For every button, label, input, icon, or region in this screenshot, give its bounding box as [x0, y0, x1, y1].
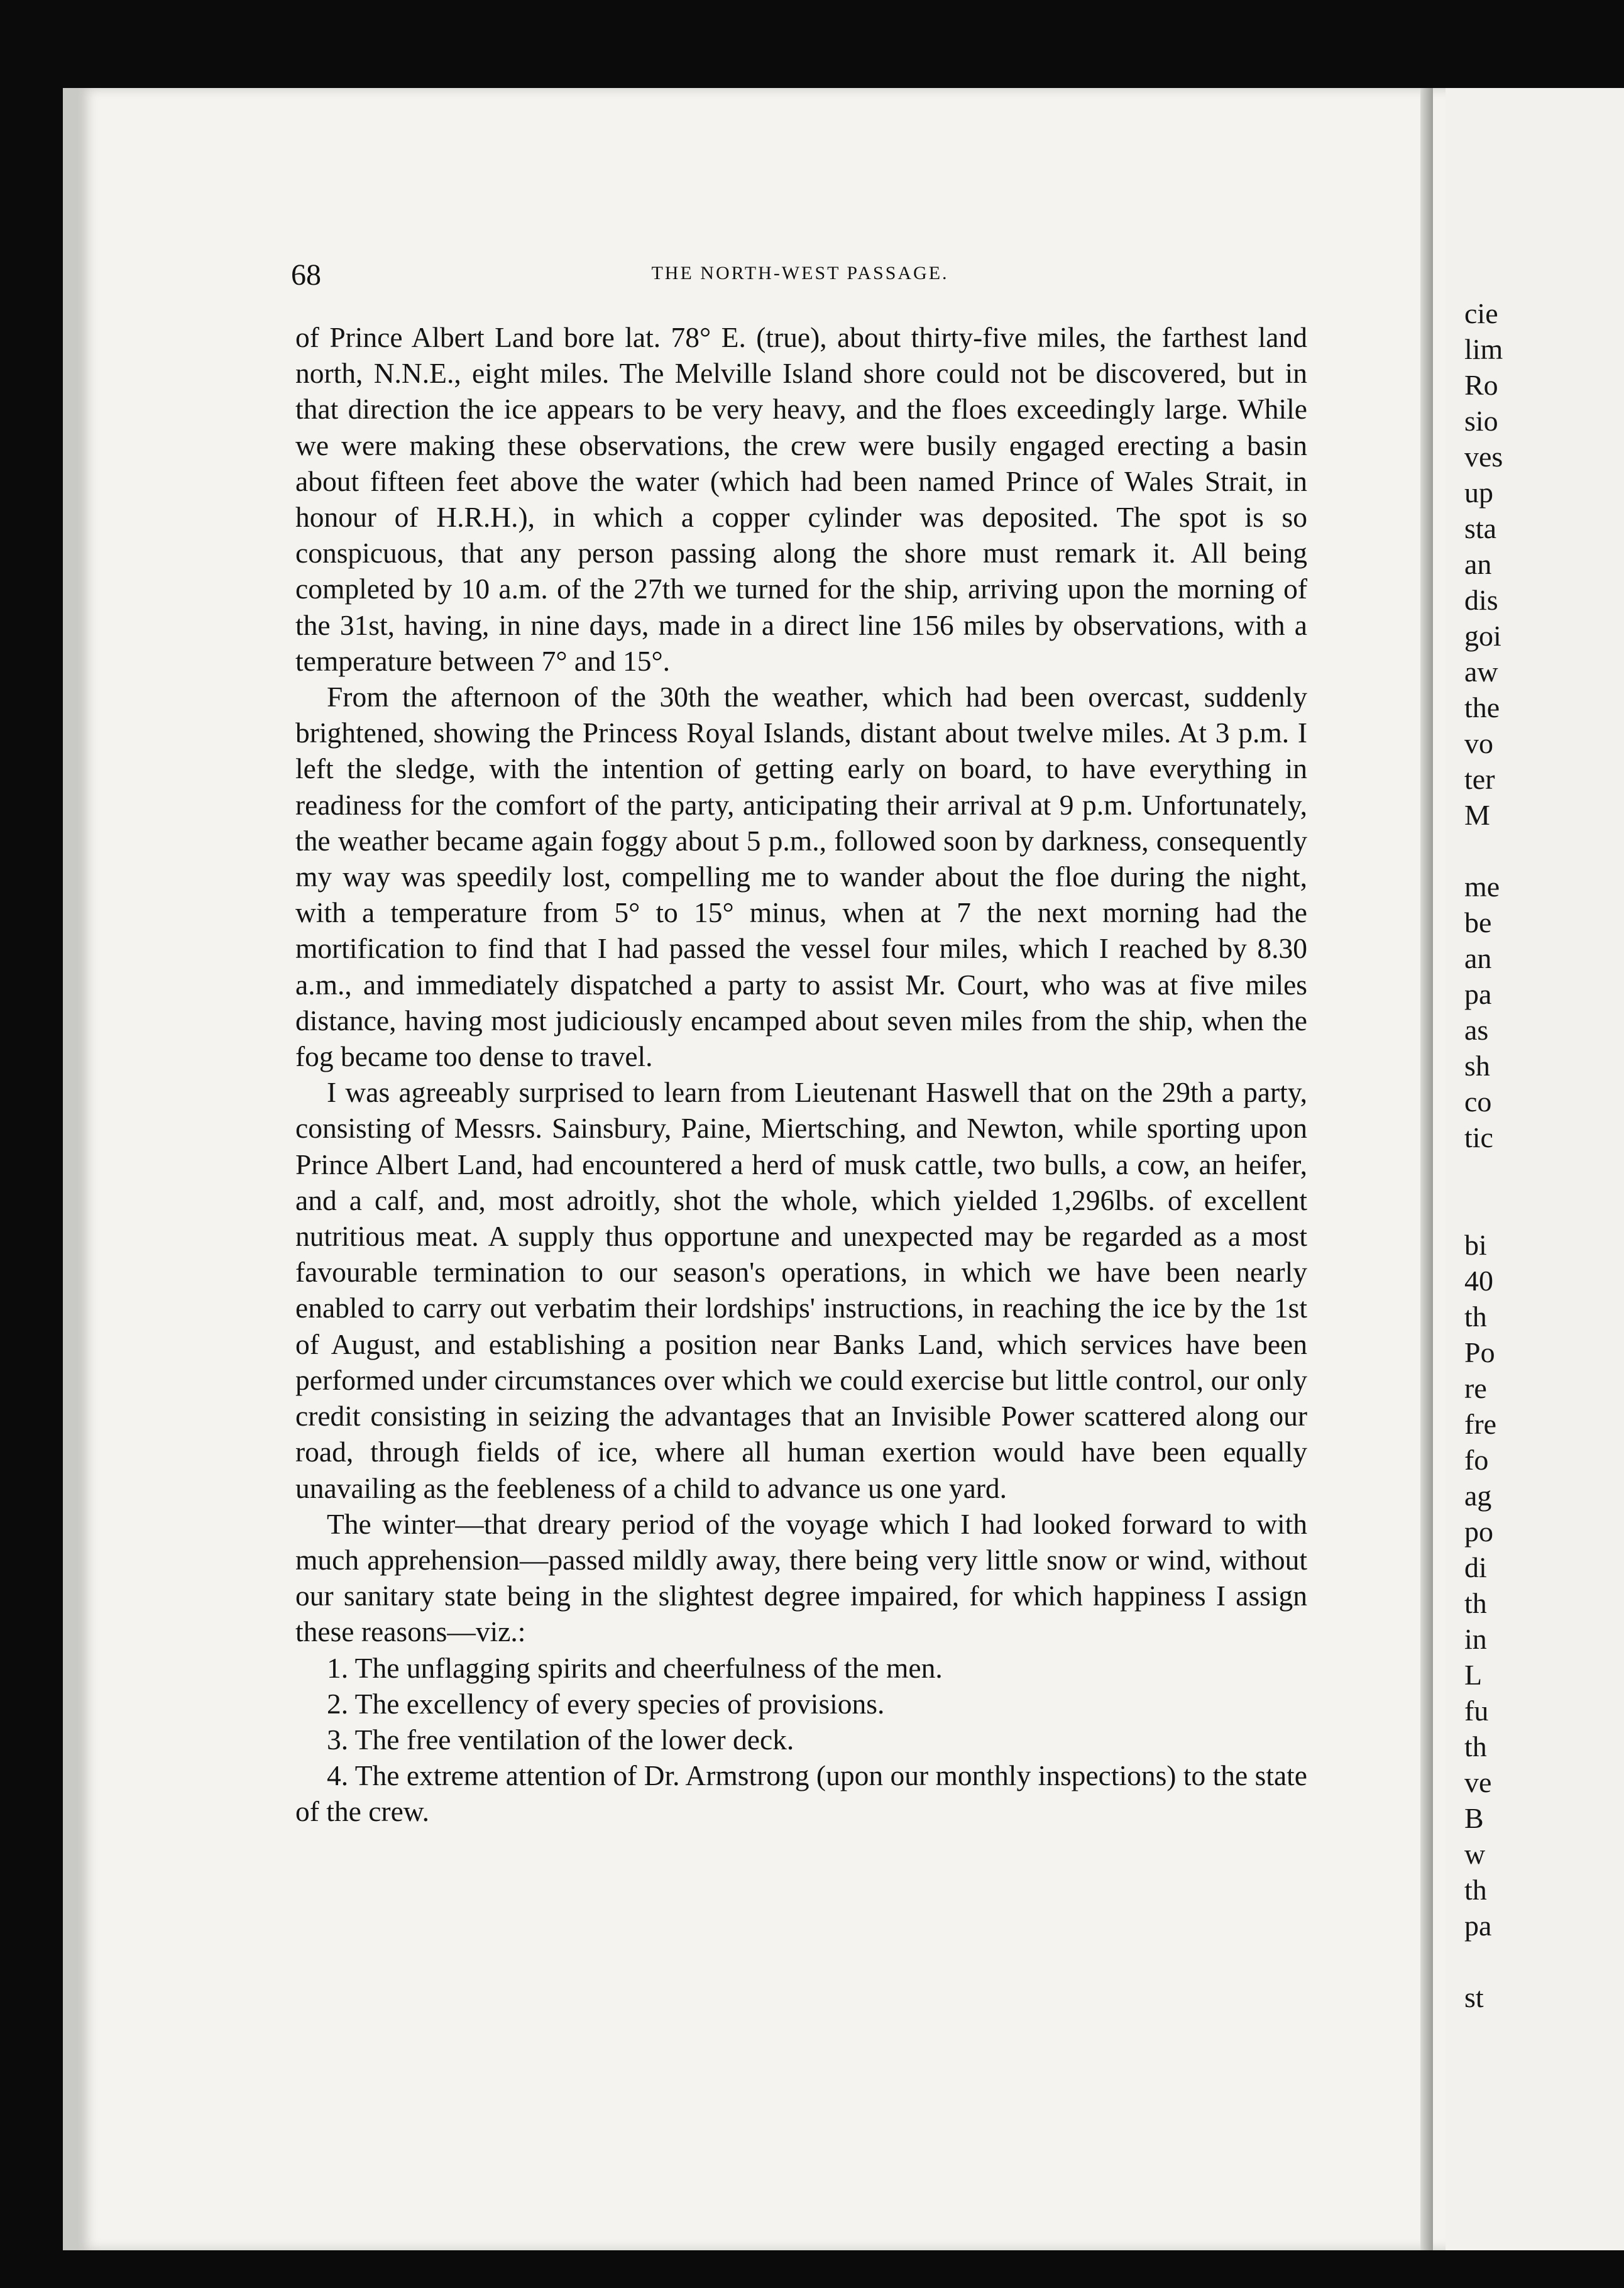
fragment: L: [1464, 1659, 1483, 1691]
line-gap: [1464, 833, 1624, 869]
fragment: vo: [1464, 727, 1493, 759]
fragment: fo: [1464, 1444, 1489, 1476]
list-item: 1. The unflagging spirits and cheerfulness of the men.: [327, 1651, 943, 1684]
fragment: as: [1464, 1014, 1489, 1046]
fragment: M: [1464, 799, 1490, 831]
fragment: sta: [1464, 512, 1497, 544]
fragment: fre: [1464, 1408, 1497, 1440]
fragment: be: [1464, 906, 1492, 938]
fragment: Ro: [1464, 369, 1498, 401]
line-gap: [1464, 1944, 1624, 1979]
fragment: an: [1464, 942, 1492, 974]
fragment: pa: [1464, 978, 1492, 1010]
fragment: cie: [1464, 297, 1498, 329]
fragment: in: [1464, 1623, 1487, 1655]
line-gap: [1464, 1155, 1624, 1191]
fragment: Po: [1464, 1336, 1495, 1368]
fragment: ag: [1464, 1480, 1492, 1512]
fragment: sh: [1464, 1050, 1490, 1082]
line-gap: [1464, 1191, 1624, 1227]
paragraph-4: The winter—that dreary period of the voyage which I had looked forward to with much apprehension—passed mildly away, there being very little snow or wind, without our sanitary state being in the slightest degree impaired, for which happiness I assign these reasons—viz.:: [295, 1507, 1307, 1648]
fragment: the: [1464, 691, 1500, 723]
fragment: bi: [1464, 1229, 1487, 1261]
running-head: THE NORTH-WEST PASSAGE.: [651, 263, 949, 283]
fragment: re: [1464, 1372, 1487, 1404]
page-number: 68: [291, 258, 321, 292]
list-item: 4. The extreme attention of Dr. Armstrong (upon our monthly inspections) to the state of the crew.: [295, 1759, 1307, 1828]
fragment: up: [1464, 476, 1493, 509]
fragment: B: [1464, 1802, 1484, 1834]
fragment: me: [1464, 871, 1500, 903]
fragment: ves: [1464, 441, 1503, 473]
fragment: pa: [1464, 1910, 1492, 1942]
fragment: lim: [1464, 333, 1503, 365]
fragment: 40: [1464, 1265, 1493, 1297]
paragraph-1: of Prince Albert Land bore lat. 78° E. (true), about thirty-five miles, the farthest land north, N.N.E., eight miles. The Melville Island shore could not be discovered, but in that direction the ice appears to be very heavy, and the floes exceedingly large. While we were making these observations, the crew were busily engaged erecting a basin about fifteen feet above the water (which had been named Prince of Wales Strait, in honour of H.R.H.), in which a copper cylinder was deposited. The spot is so conspicuous, that any person passing along the shore must remark it. All being completed by 10 a.m. of the 27th we turned for the ship, arriving upon the morning of the 31st, having, in nine days, made in a direct line 156 miles by observations, with a temperature between 7° and 15°.: [295, 321, 1307, 677]
body-text: [295, 319, 1307, 1830]
fragment: fu: [1464, 1695, 1489, 1727]
paragraph-3: I was agreeably surprised to learn from Lieutenant Haswell that on the 29th a party, consisting of Messrs. Sainsbury, Paine, Miertsching, and Newton, while sporting upon Prince Albert Land, had encountered a herd of musk cattle, two bulls, a cow, an heifer, and a calf, and, most adroitly, shot the whole, which yielded 1,296lbs. of excellent nutritious meat. A supply thus opportune and unexpected may be regarded as a most favourable termination to our season's operations, in which we have been nearly enabled to carry out verbatim their lordships' instructions, in reaching the ice by the 1st of August, and establishing a position near Banks Land, which services have been performed under circumstances over which we could exercise but little control, our only credit consisting in seizing the advantages that an Invisible Power scattered along our road, through fields of ice, where all human exertion would have been equally unavailing as the feebleness of a child to advance us one yard.: [295, 1076, 1307, 1504]
fragment: w: [1464, 1838, 1486, 1870]
fragment: th: [1464, 1587, 1487, 1619]
fragment: di: [1464, 1551, 1487, 1583]
fragment: th: [1464, 1730, 1487, 1763]
paragraph-2: From the afternoon of the 30th the weather, which had been overcast, suddenly brightened, showing the Princess Royal Islands, distant about twelve miles. At 3 p.m. I left the sledge, with the intention of getting early on board, to have everything in readiness for the comfort of the party, anticipating their arrival at 9 p.m. Unfortunately, the weather became again foggy about 5 p.m., followed soon by darkness, consequently my way was speedily lost, compelling me to wander about the floe during the night, with a temperature from 5° to 15° minus, when at 7 the next morning had the mortification to find that I had passed the vessel four miles, which I reached by 8.30 a.m., and immediately dispatched a party to assist Mr. Court, who was at five miles distance, having most judiciously encamped about seven miles from the ship, when the fog became too dense to travel.: [295, 681, 1307, 1073]
fragment: po: [1464, 1515, 1493, 1548]
book-gutter: [1420, 88, 1433, 2250]
fragment: tic: [1464, 1121, 1493, 1153]
fragment: dis: [1464, 584, 1498, 616]
fragment: th: [1464, 1301, 1487, 1333]
list-item: 3. The free ventilation of the lower deck.: [327, 1723, 794, 1756]
reasons-list: [295, 1650, 1307, 1830]
fragment: co: [1464, 1086, 1492, 1118]
fragment: aw: [1464, 656, 1498, 688]
fragment: ter: [1464, 763, 1495, 795]
fragment: ve: [1464, 1766, 1492, 1798]
facing-page-text: [1464, 295, 1624, 2015]
page-header: [291, 258, 1309, 295]
fragment: th: [1464, 1874, 1487, 1906]
fragment: an: [1464, 548, 1492, 580]
fragment: sio: [1464, 405, 1498, 437]
fragment: goi: [1464, 620, 1501, 652]
fragment: st: [1464, 1981, 1484, 2013]
list-item: 2. The excellency of every species of provisions.: [327, 1687, 885, 1720]
